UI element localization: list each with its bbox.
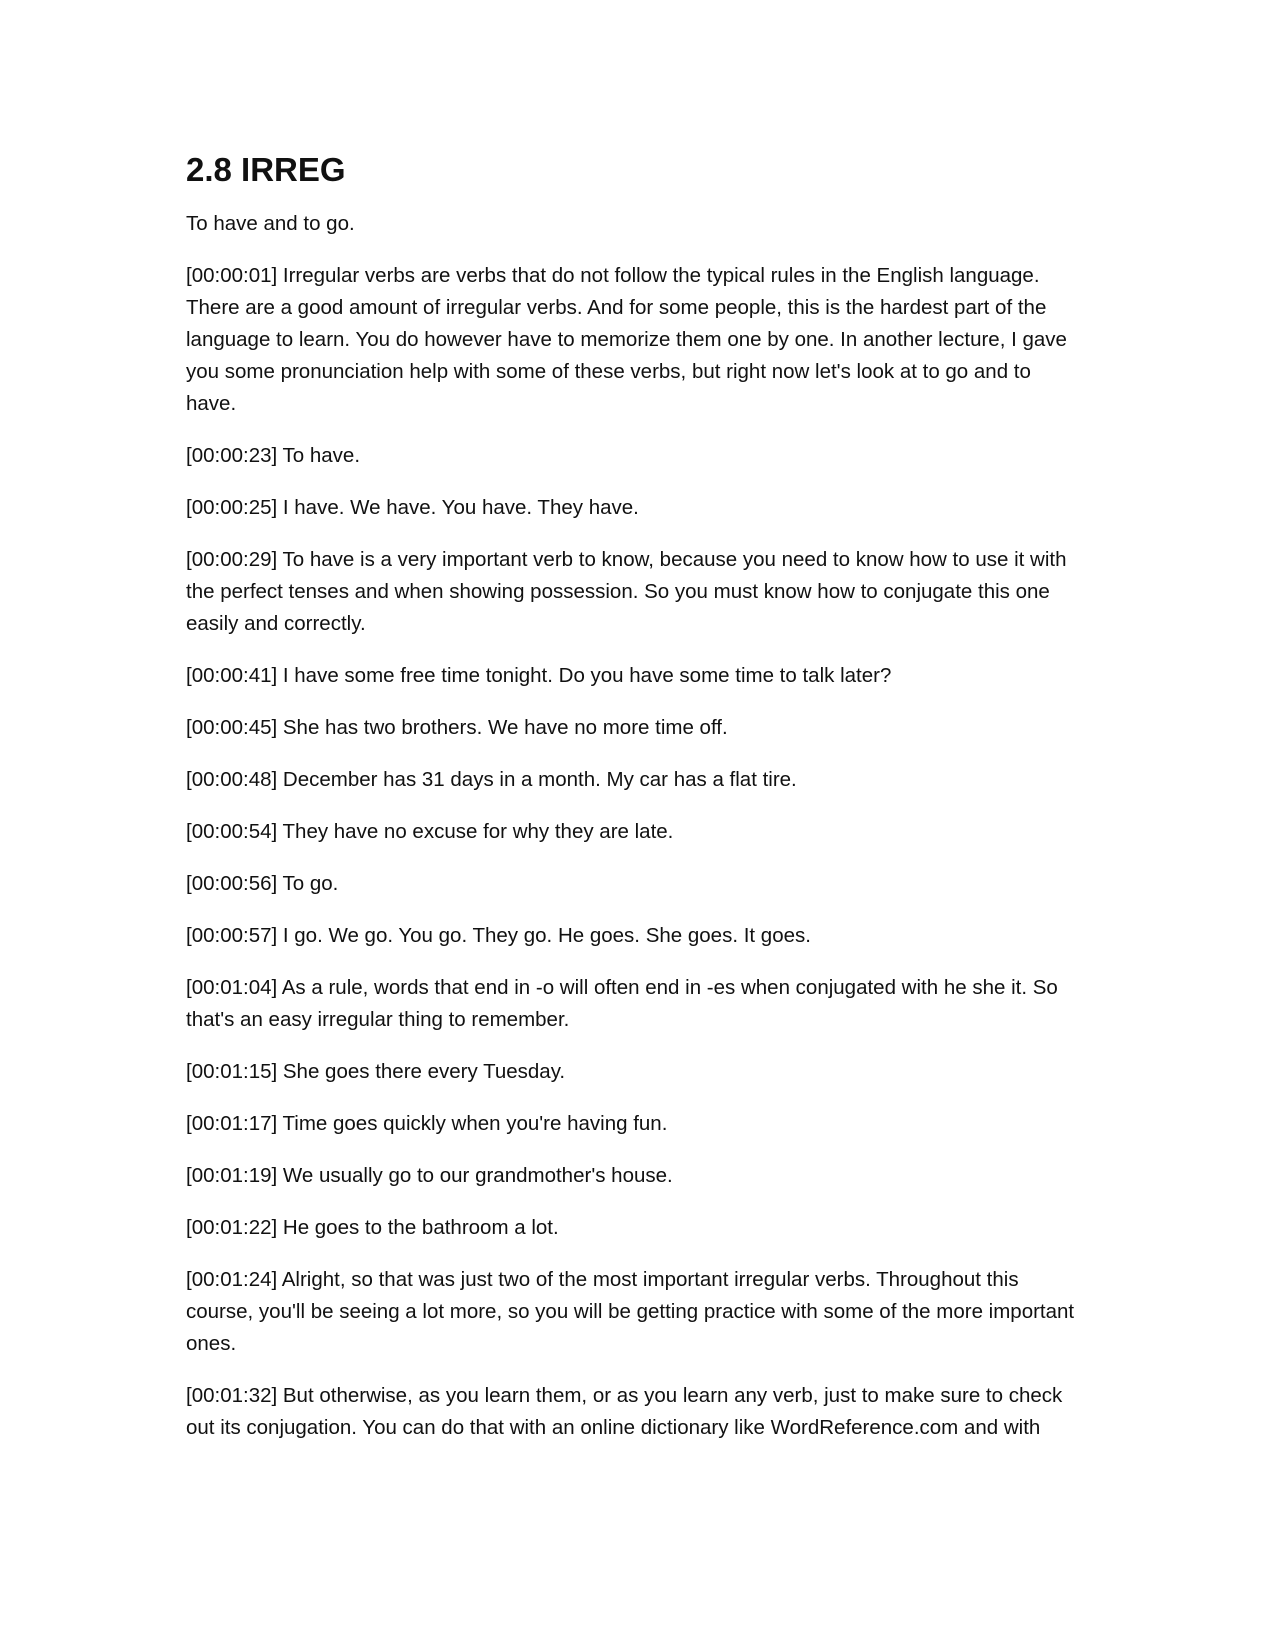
transcript-paragraph: [00:00:01] Irregular verbs are verbs that do not follow the typical rules in the English language. There are a good amount of irregular verbs. And for some people, this is the hardest part of the language to learn. You do however have to memorize them one by one. In another lecture, I gave you some pronunciation help with some of these verbs, but right now let's look at to go and to have. xyxy=(186,264,1067,415)
transcript-paragraph: [00:00:56] To go. xyxy=(186,872,339,895)
transcript-paragraph: [00:00:48] December has 31 days in a month. My car has a flat tire. xyxy=(186,768,797,791)
transcript-paragraph: [00:01:22] He goes to the bathroom a lot. xyxy=(186,1216,559,1239)
intro-paragraph: To have and to go. xyxy=(186,212,355,235)
transcript-paragraph: [00:01:15] She goes there every Tuesday. xyxy=(186,1060,566,1083)
transcript-paragraph: [00:00:54] They have no excuse for why they are late. xyxy=(186,820,674,843)
transcript-paragraph: [00:01:32] But otherwise, as you learn them, or as you learn any verb, just to make sure to check out its conjugation. You can do that with an online dictionary like WordReference.com and with xyxy=(186,1384,1063,1439)
transcript-paragraph: [00:00:25] I have. We have. You have. They have. xyxy=(186,496,639,519)
document-title: 2.8 IRREG xyxy=(186,151,346,188)
document-page xyxy=(186,150,1086,1464)
transcript-paragraph: [00:00:57] I go. We go. You go. They go. He goes. She goes. It goes. xyxy=(186,924,811,947)
transcript-paragraph: [00:00:23] To have. xyxy=(186,444,361,467)
transcript-paragraph: [00:00:41] I have some free time tonight. Do you have some time to talk later? xyxy=(186,664,892,687)
transcript-paragraph: [00:01:24] Alright, so that was just two of the most important irregular verbs. Throughout this course, you'll be seeing a lot more, so you will be getting practice with some of the more important ones. xyxy=(186,1268,1075,1355)
transcript-paragraph: [00:01:04] As a rule, words that end in -o will often end in -es when conjugated with he she it. So that's an easy irregular thing to remember. xyxy=(186,976,1058,1031)
transcript-paragraph: [00:01:19] We usually go to our grandmother's house. xyxy=(186,1164,673,1187)
transcript-paragraph: [00:00:45] She has two brothers. We have no more time off. xyxy=(186,716,728,739)
transcript-paragraph: [00:00:29] To have is a very important verb to know, because you need to know how to use it with the perfect tenses and when showing possession. So you must know how to conjugate this one easily and correctly. xyxy=(186,548,1067,635)
transcript-paragraph: [00:01:17] Time goes quickly when you're having fun. xyxy=(186,1112,668,1135)
